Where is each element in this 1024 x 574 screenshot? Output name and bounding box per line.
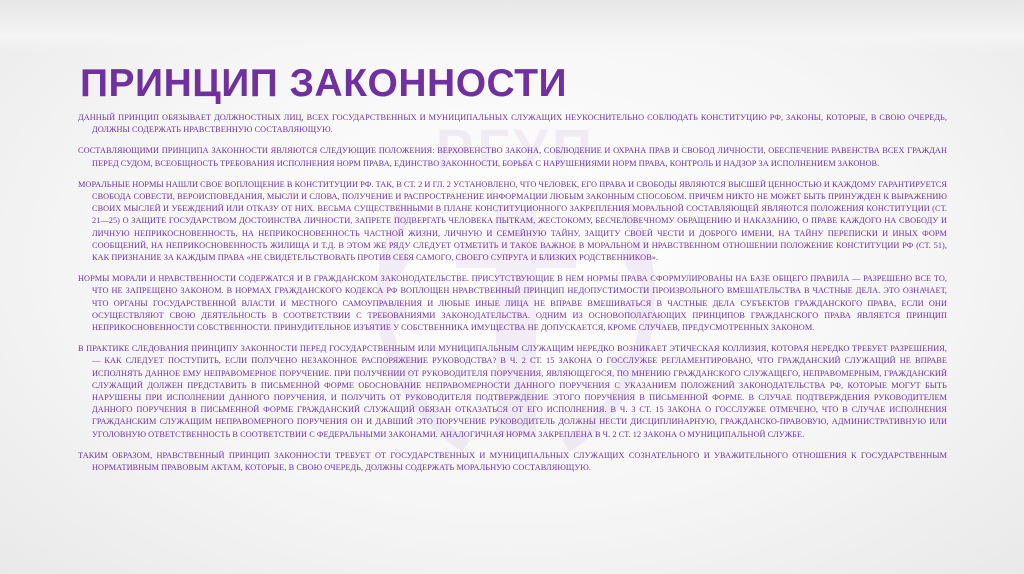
watermark-text: РГУП [435,117,597,180]
paragraph-components: СОСТАВЛЯЮЩИМИ ПРИНЦИПА ЗАКОННОСТИ ЯВЛЯЮТСЯ СЛЕДУЮЩИЕ ПОЛОЖЕНИЯ: ВЕРХОВЕНСТВО ЗАКОНА, СОБЛЮДЕНИЕ И ОХРАНА ПРАВ И СВОБОД ЛИЧНОСТИ, ОБЕСПЕЧЕНИЕ РАВЕНСТВА ВСЕХ ГРАЖДАН ПЕРЕД СУДОМ, ВСЕОБЩНОСТЬ ТРЕБОВАНИЯ ИСПОЛНЕНИЯ НОРМ ПРАВА, ЕДИНСТВО ЗАКОННОСТИ, БОРЬБА С НАРУШЕНИЯМИ НОРМ ПРАВА, КОНТРОЛЬ И НАДЗОР ЗА ИСПОЛНЕНИЕМ ЗАКОНОВ. [78,146,947,168]
paragraph-constitution: МОРАЛЬНЫЕ НОРМЫ НАШЛИ СВОЕ ВОПЛОЩЕНИЕ В КОНСТИТУЦИИ РФ. ТАК, В СТ. 2 И ГЛ. 2 УСТАНОВЛЕНО, ЧТО ЧЕЛОВЕК, ЕГО ПРАВА И СВОБОДЫ ЯВЛЯЮТСЯ ВЫСШЕЙ ЦЕННОСТЬЮ И КАЖДОМУ ГАРАНТИРУЕТСЯ СВОБОДА СОВЕСТИ, ВЕРОИСПОВЕДАНИЯ, МЫСЛИ И СЛОВА, ПОЛУЧЕНИЕ И РАСПРОСТРАНЕНИЕ ИНФОРМАЦИИ ЛЮБЫМ ЗАКОННЫМ СПОСОБОМ. ПРИЧЕМ НИКТО НЕ МОЖЕТ БЫТЬ ПРИНУЖДЕН К ВЫРАЖЕНИЮ СВОИХ МЫСЛЕЙ И УБЕЖДЕНИЙ ИЛИ ОТКАЗУ ОТ НИХ. ВЕСЬМА СУЩЕСТВЕННЫМИ В ПЛАНЕ КОНСТИТУЦИОННОГО ЗАКРЕПЛЕНИЯ МОРАЛЬНОЙ СОСТАВЛЯЮЩЕЙ ЯВЛЯЮТСЯ ПОЛОЖЕНИЯ КОНСТИТУЦИИ (СТ. 21—25) О ЗАЩИТЕ ГОСУДАРСТВОМ ДОСТОИНСТВА ЛИЧНОСТИ, ЗАПРЕТЕ ПОДВЕРГАТЬ ЧЕЛОВЕКА ПЫТКАМ, ЖЕСТОКОМУ, БЕСЧЕЛОВЕЧНОМУ ОБРАЩЕНИЮ И НАКАЗАНИЮ, О ПРАВЕ КАЖДОГО НА СВОБОДУ И ЛИЧНУЮ НЕПРИКОСНОВЕННОСТЬ, НА НЕПРИКОСНОВЕННОСТЬ ЧАСТНОЙ ЖИЗНИ, ЛИЧНУЮ И СЕМЕЙНУЮ ТАЙНУ, ЗАЩИТУ СВОЕЙ ЧЕСТИ И ДОБРОГО ИМЕНИ, НА ТАЙНУ ПЕРЕПИСКИ И ИНЫХ ФОРМ СООБЩЕНИЙ, НА НЕПРИКОСНОВЕННОСТЬ ЖИЛИЩА И Т.Д. В ЭТОМ ЖЕ РЯДУ СЛЕДУЕТ ОТМЕТИТЬ И ТАКОЕ ВАЖНОЕ В МОРАЛЬНОМ И НРАВСТВЕННОМ ОТНОШЕНИИ ПОЛОЖЕНИЕ КОНСТИТУЦИИ РФ (СТ. 51), КАК ПРИЗНАНИЕ ЗА КАЖДЫМ ПРАВА «НЕ СВИДЕТЕЛЬСТВОВАТЬ ПРОТИВ СЕБЯ САМОГО, СВОЕГО СУПРУГА И БЛИЗКИХ РОДСТВЕННИКОВ». [78,179,947,263]
slide-body [78,112,947,483]
slide-title: ПРИНЦИП ЗАКОННОСТИ [80,62,568,105]
paragraph-ethical-collision: В ПРАКТИКЕ СЛЕДОВАНИЯ ПРИНЦИПУ ЗАКОННОСТИ ПЕРЕД ГОСУДАРСТВЕННЫМ ИЛИ МУНИЦИПАЛЬНЫМ СЛУЖАЩИМ НЕРЕДКО ВОЗНИКАЕТ ЭТИЧЕСКАЯ КОЛЛИЗИЯ, КОТОРАЯ НЕРЕДКО ТРЕБУЕТ РАЗРЕШЕНИЯ, — КАК СЛЕДУЕТ ПОСТУПИТЬ, ЕСЛИ ПОЛУЧЕНО НЕЗАКОННОЕ РАСПОРЯЖЕНИЕ РУКОВОДСТВА? В Ч. 2 СТ. 15 ЗАКОНА О ГОССЛУЖБЕ РЕГЛАМЕНТИРОВАНО, ЧТО ГРАЖДАНСКИЙ СЛУЖАЩИЙ НЕ ВПРАВЕ ИСПОЛНЯТЬ ДАННОЕ ЕМУ НЕПРАВОМЕРНОЕ ПОРУЧЕНИЕ. ПРИ ПОЛУЧЕНИИ ОТ РУКОВОДИТЕЛЯ ПОРУЧЕНИЯ, ЯВЛЯЮЩЕГОСЯ, ПО МНЕНИЮ ГРАЖДАНСКОГО СЛУЖАЩЕГО, НЕПРАВОМЕРНЫМ, ГРАЖДАНСКИЙ СЛУЖАЩИЙ ДОЛЖЕН ПРЕДСТАВИТЬ В ПИСЬМЕННОЙ ФОРМЕ ОБОСНОВАНИЕ НЕПРАВОМЕРНОСТИ ДАННОГО ПОРУЧЕНИЯ С УКАЗАНИЕМ ПОЛОЖЕНИЙ ЗАКОНОДАТЕЛЬСТВА РФ, КОТОРЫЕ МОГУТ БЫТЬ НАРУШЕНЫ ПРИ ИСПОЛНЕНИИ ДАННОГО ПОРУЧЕНИЯ, И ПОЛУЧИТЬ ОТ РУКОВОДИТЕЛЯ ПОДТВЕРЖДЕНИЕ ЭТОГО ПОРУЧЕНИЯ В ПИСЬМЕННОЙ ФОРМЕ. В СЛУЧАЕ ПОДТВЕРЖДЕНИЯ РУКОВОДИТЕЛЕМ ДАННОГО ПОРУЧЕНИЯ В ПИСЬМЕННОЙ ФОРМЕ ГРАЖДАНСКИЙ СЛУЖАЩИЙ ОБЯЗАН ОТКАЗАТЬСЯ ОТ ЕГО ИСПОЛНЕНИЯ. В Ч. 3 СТ. 15 ЗАКОНА О ГОССЛУЖБЕ ОТМЕЧЕНО, ЧТО В СЛУЧАЕ ИСПОЛНЕНИЯ ГРАЖДАНСКИМ СЛУЖАЩИМ НЕПРАВОМЕРНОГО ПОРУЧЕНИЯ ОН И ДАВШИЙ ЭТО ПОРУЧЕНИЕ РУКОВОДИТЕЛЬ ДОЛЖНЫ НЕСТИ ДИСЦИПЛИНАРНУЮ, ГРАЖДАНСКО-ПРАВОВУЮ, АДМИНИСТРАТИВНУЮ ИЛИ УГОЛОВНУЮ ОТВЕТСТВЕННОСТЬ В СООТВЕТСТВИИ С ФЕДЕРАЛЬНЫМИ ЗАКОНАМИ. АНАЛОГИЧНАЯ НОРМА ЗАКРЕПЛЕНА В Ч. 2 СТ. 12 ЗАКОНА О МУНИЦИПАЛЬНОЙ СЛУЖБЕ. [78,344,947,439]
top-band [0,0,1024,52]
paragraph-definition: ДАННЫЙ ПРИНЦИП ОБЯЗЫВАЕТ ДОЛЖНОСТНЫХ ЛИЦ, ВСЕХ ГОСУДАРСТВЕННЫХ И МУНИЦИПАЛЬНЫХ СЛУЖАЩИХ НЕУКОСНИТЕЛЬНО СОБЛЮДАТЬ КОНСТИТУЦИЮ РФ, ЗАКОНЫ, КОТОРЫЕ, В СВОЮ ОЧЕРЕДЬ, ДОЛЖНЫ СОДЕРЖАТЬ НРАВСТВЕННУЮ СОСТАВЛЯЮЩУЮ. [78,113,947,135]
paragraph-conclusion: ТАКИМ ОБРАЗОМ, НРАВСТВЕННЫЙ ПРИНЦИП ЗАКОННОСТИ ТРЕБУЕТ ОТ ГОСУДАРСТВЕННЫХ И МУНИЦИПАЛЬНЫХ СЛУЖАЩИХ СОЗНАТЕЛЬНОГО И УВАЖИТЕЛЬНОГО ОТНОШЕНИЯ К ГОСУДАРСТВЕННЫМ НОРМАТИВНЫМ ПРАВОВЫМ АКТАМ, КОТОРЫЕ, В СВОЮ ОЧЕРЕДЬ, ДОЛЖНЫ СОДЕРЖАТЬ МОРАЛЬНУЮ СОСТАВЛЯЮЩУЮ. [78,450,947,473]
paragraph-civil-law: НОРМЫ МОРАЛИ И НРАВСТВЕННОСТИ СОДЕРЖАТСЯ И В ГРАЖДАНСКОМ ЗАКОНОДАТЕЛЬСТВЕ. ПРИСУТСТВУЮЩИЕ В НЕМ НОРМЫ ПРАВА СФОРМУЛИРОВАНЫ НА БАЗЕ ОБЩЕГО ПРАВИЛА — РАЗРЕШЕНО ВСЕ ТО, ЧТО НЕ ЗАПРЕЩЕНО ЗАКОНОМ. В НОРМАХ ГРАЖДАНСКОГО КОДЕКСА РФ ВОПЛОЩЕН НРАВСТВЕННЫЙ ПРИНЦИП НЕДОПУСТИМОСТИ ПРОИЗВОЛЬНОГО ВМЕШАТЕЛЬСТВА В ЧАСТНЫЕ ДЕЛА. ЭТО ОЗНАЧАЕТ, ЧТО ОРГАНЫ ГОСУДАРСТВЕННОЙ ВЛАСТИ И МЕСТНОГО САМОУПРАВЛЕНИЯ И ЛЮБЫЕ ИНЫЕ ЛИЦА НЕ ВПРАВЕ ВМЕШИВАТЬСЯ В ЧАСТНЫЕ ДЕЛА СУБЪЕКТОВ ГРАЖДАНСКОГО ПРАВА, ЕСЛИ ОНИ ОСУЩЕСТВЛЯЮТ СВОЮ ДЕЯТЕЛЬНОСТЬ В СООТВЕТСТВИИ С ТРЕБОВАНИЯМИ ЗАКОНОДАТЕЛЬСТВА. ОДНИМ ИЗ ОСНОВОПОЛАГАЮЩИХ ПРИНЦИПОВ ГРАЖДАНСКОГО ПРАВА ЯВЛЯЕТСЯ ПРИНЦИП НЕПРИКОСНОВЕННОСТИ СОБСТВЕННОСТИ. ПРИНУДИТЕЛЬНОЕ ИЗЪЯТИЕ У СОБСТВЕННИКА ИМУЩЕСТВА НЕ ДОПУСКАЕТСЯ, КРОМЕ СЛУЧАЕВ, ПРЕДУСМОТРЕННЫХ ЗАКОНОМ. [78,274,947,333]
